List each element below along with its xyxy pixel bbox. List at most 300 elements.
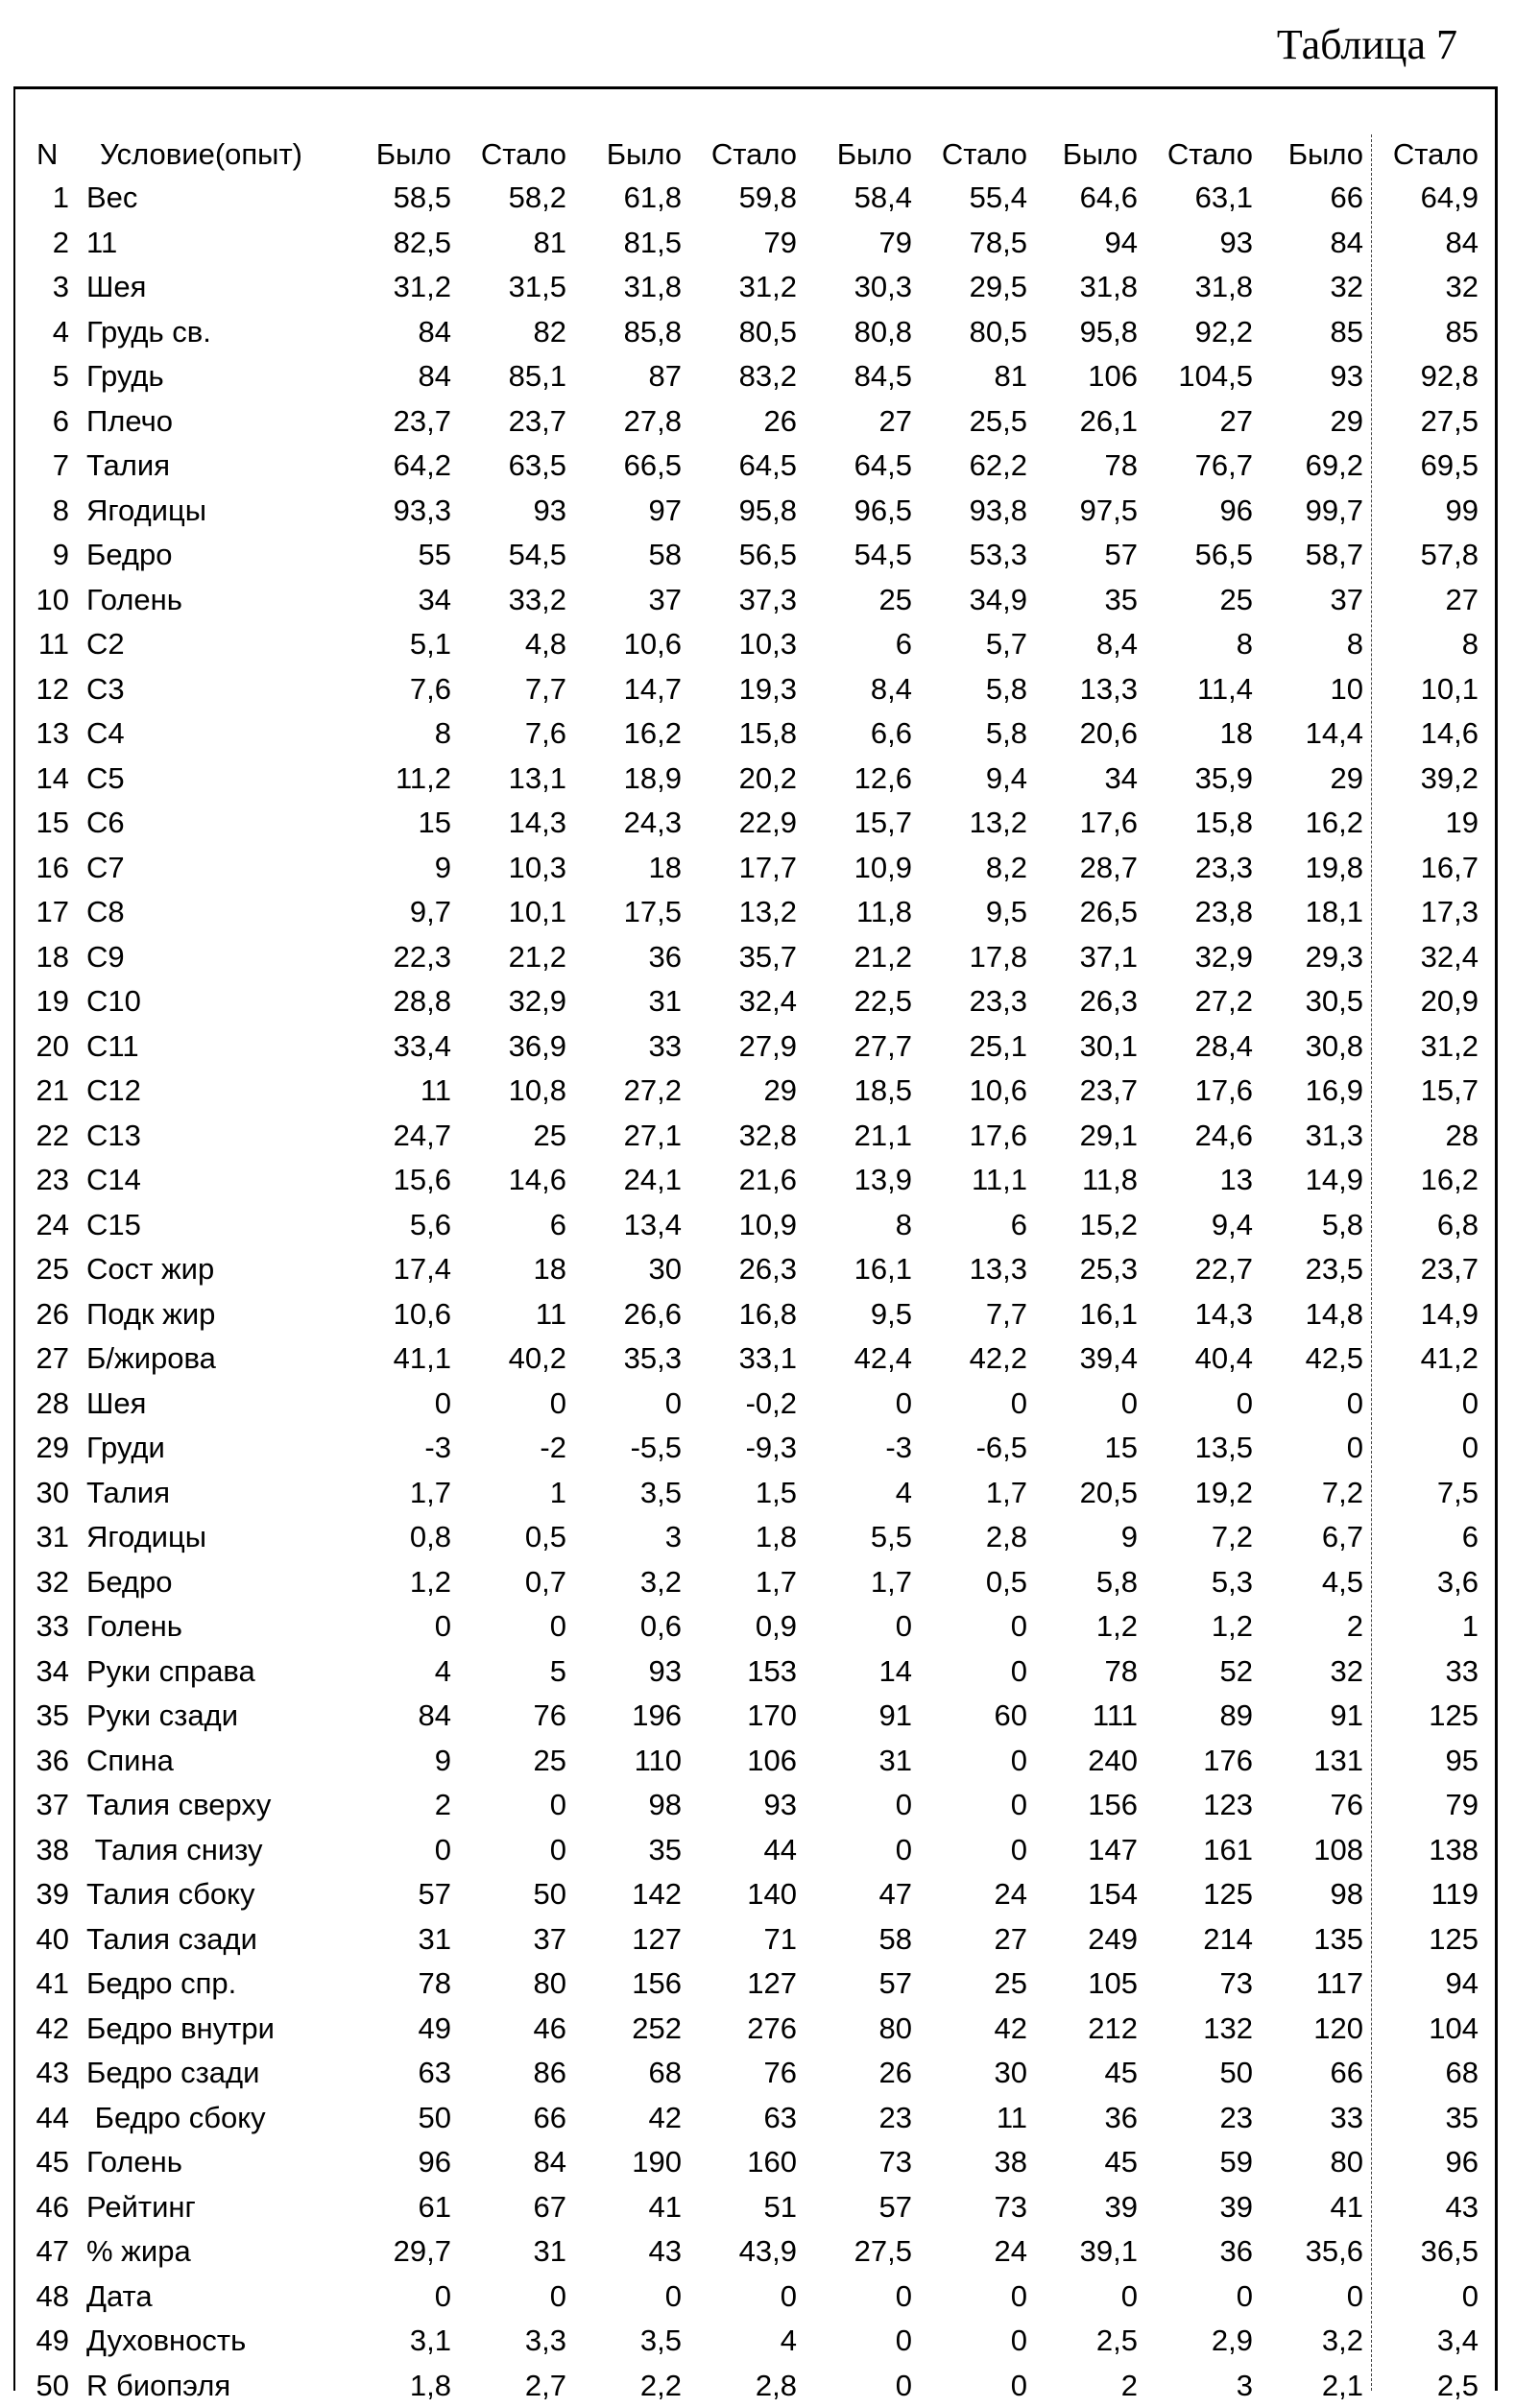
value-cell: 117 (1250, 1962, 1363, 2006)
value-cell: 14,7 (568, 667, 682, 711)
value-cell: 19,3 (684, 667, 797, 711)
row-label: Грудь св. (86, 310, 211, 354)
row-number: 45 (19, 2140, 69, 2184)
value-cell: 135 (1250, 1917, 1363, 1962)
row-number: 3 (19, 265, 69, 309)
value-cell: 4,8 (453, 622, 566, 666)
value-cell: 120 (1250, 2007, 1363, 2051)
table-row (0, 1783, 1515, 1827)
row-label: С3 (86, 667, 125, 711)
header-row (0, 132, 1515, 177)
row-label: Плечо (86, 399, 173, 444)
row-number: 4 (19, 310, 69, 354)
value-cell: 68 (1365, 2051, 1479, 2095)
table-row (0, 1024, 1515, 1069)
value-cell: 22,7 (1140, 1247, 1253, 1291)
value-cell: 50 (453, 1872, 566, 1916)
row-number: 32 (19, 1560, 69, 1604)
row-number: 20 (19, 1024, 69, 1069)
value-cell: 25 (799, 578, 912, 622)
row-label: Талия сверху (86, 1783, 271, 1827)
value-cell: 160 (684, 2140, 797, 2184)
row-number: 36 (19, 1739, 69, 1783)
value-cell: 26,3 (1024, 979, 1138, 1023)
value-cell: 18,5 (799, 1069, 912, 1113)
value-cell: 23 (1140, 2096, 1253, 2140)
value-cell: 11,2 (338, 757, 451, 801)
table-row (0, 2140, 1515, 2184)
value-cell: 0 (453, 1783, 566, 1827)
value-cell: 14,6 (453, 1158, 566, 1202)
value-cell: 93,3 (338, 489, 451, 533)
value-cell: 43 (1365, 2185, 1479, 2229)
value-cell: 35,3 (568, 1336, 682, 1381)
value-cell: 15 (338, 801, 451, 845)
table-row (0, 2051, 1515, 2095)
row-label: Руки сзади (86, 1694, 238, 1738)
value-cell: 125 (1365, 1694, 1479, 1738)
value-cell: 7,6 (338, 667, 451, 711)
table-row (0, 2275, 1515, 2319)
value-cell: 14,6 (1365, 711, 1479, 756)
value-cell: 76 (1250, 1783, 1363, 1827)
table-row (0, 979, 1515, 1023)
value-cell: 15,8 (1140, 801, 1253, 845)
value-cell: 69,2 (1250, 444, 1363, 488)
table-row (0, 1158, 1515, 1202)
value-cell: 41,2 (1365, 1336, 1479, 1381)
row-number: 46 (19, 2185, 69, 2229)
value-cell: 16,8 (684, 1292, 797, 1336)
value-cell: 64,9 (1365, 176, 1479, 220)
value-cell: 92,2 (1140, 310, 1253, 354)
value-cell: 30 (568, 1247, 682, 1291)
value-cell: 25 (1140, 578, 1253, 622)
value-cell: 54,5 (453, 533, 566, 577)
value-cell: 99,7 (1250, 489, 1363, 533)
table-row (0, 1694, 1515, 1738)
value-cell: 30 (914, 2051, 1027, 2095)
value-cell: 5,3 (1140, 1560, 1253, 1604)
value-cell: 3,1 (338, 2319, 451, 2363)
table-row (0, 1828, 1515, 1872)
row-label: 11 (86, 221, 117, 265)
value-cell: 42 (914, 2007, 1027, 2051)
row-number: 25 (19, 1247, 69, 1291)
value-cell: 6,6 (799, 711, 912, 756)
value-cell: 96,5 (799, 489, 912, 533)
table-row (0, 2007, 1515, 2051)
row-number: 47 (19, 2229, 69, 2274)
value-cell: 27 (1140, 399, 1253, 444)
row-number: 17 (19, 890, 69, 934)
table-row (0, 1739, 1515, 1783)
value-cell: 8,2 (914, 846, 1027, 890)
table-row (0, 1872, 1515, 1916)
value-cell: 36 (1024, 2096, 1138, 2140)
value-cell: 35,9 (1140, 757, 1253, 801)
value-cell: 40,4 (1140, 1336, 1253, 1381)
value-cell: 11 (338, 1069, 451, 1113)
value-cell: 16,9 (1250, 1069, 1363, 1113)
value-cell: 21,2 (453, 935, 566, 979)
value-cell: 2 (338, 1783, 451, 1827)
value-cell: 84 (338, 310, 451, 354)
value-cell: 28,8 (338, 979, 451, 1023)
table-row (0, 667, 1515, 711)
value-cell: 13,2 (684, 890, 797, 934)
row-number: 11 (19, 622, 69, 666)
value-cell: 21,2 (799, 935, 912, 979)
value-cell: 80,5 (914, 310, 1027, 354)
row-number: 12 (19, 667, 69, 711)
row-number: 39 (19, 1872, 69, 1916)
value-cell: 37 (1250, 578, 1363, 622)
value-cell: 83,2 (684, 354, 797, 398)
row-number: 42 (19, 2007, 69, 2051)
value-cell: 57,8 (1365, 533, 1479, 577)
value-cell: 9,5 (914, 890, 1027, 934)
table-row (0, 489, 1515, 533)
value-cell: 28 (1365, 1114, 1479, 1158)
table-row (0, 2185, 1515, 2229)
row-label: Руки справа (86, 1649, 255, 1694)
value-cell: 9,4 (914, 757, 1027, 801)
value-cell: 106 (1024, 354, 1138, 398)
value-cell: 29,7 (338, 2229, 451, 2274)
value-cell: 6,8 (1365, 1203, 1479, 1247)
row-number: 50 (19, 2364, 69, 2408)
value-cell: 39,4 (1024, 1336, 1138, 1381)
value-cell: 3,2 (1250, 2319, 1363, 2363)
row-label: Талия снизу (86, 1828, 263, 1872)
value-cell: 7,5 (1365, 1471, 1479, 1515)
row-label: Бедро спр. (86, 1962, 236, 2006)
value-cell: 31,3 (1250, 1114, 1363, 1158)
row-label: Бедро (86, 533, 172, 577)
value-cell: 45 (1024, 2051, 1138, 2095)
row-label: Голень (86, 578, 182, 622)
value-cell: 5,6 (338, 1203, 451, 1247)
value-cell: 8 (1140, 622, 1253, 666)
value-cell: 161 (1140, 1828, 1253, 1872)
value-cell: 81 (914, 354, 1027, 398)
table-row (0, 1336, 1515, 1381)
value-cell: 4 (338, 1649, 451, 1694)
table-caption: Таблица 7 (1277, 21, 1457, 69)
value-cell: 15,8 (684, 711, 797, 756)
value-cell: 32 (1250, 265, 1363, 309)
value-cell: 6 (1365, 1515, 1479, 1559)
value-cell: 37 (568, 578, 682, 622)
value-cell: 14,9 (1250, 1158, 1363, 1202)
table-row (0, 2364, 1515, 2408)
value-cell: 125 (1140, 1872, 1253, 1916)
value-cell: 9 (1024, 1515, 1138, 1559)
value-cell: 94 (1365, 1962, 1479, 2006)
value-cell: 55,4 (914, 176, 1027, 220)
row-number: 7 (19, 444, 69, 488)
value-cell: 84 (338, 354, 451, 398)
value-cell: 10,9 (684, 1203, 797, 1247)
value-cell: 8 (1365, 622, 1479, 666)
value-cell: 14,3 (1140, 1292, 1253, 1336)
value-cell: 0,5 (453, 1515, 566, 1559)
value-cell: 32,9 (1140, 935, 1253, 979)
value-cell: 156 (568, 1962, 682, 2006)
value-cell: 14 (799, 1649, 912, 1694)
value-cell: 18 (453, 1247, 566, 1291)
value-cell: 127 (568, 1917, 682, 1962)
value-cell: 22,9 (684, 801, 797, 845)
value-cell: 13,3 (914, 1247, 1027, 1291)
table-row (0, 2229, 1515, 2274)
value-cell: -0,2 (684, 1382, 797, 1426)
value-cell: 0 (453, 1604, 566, 1649)
value-cell: 0 (684, 2275, 797, 2319)
row-label: Вес (86, 176, 137, 220)
value-cell: -6,5 (914, 1426, 1027, 1470)
header-col-stalo: Стало (1365, 132, 1479, 177)
value-cell: 32 (1250, 1649, 1363, 1694)
value-cell: 11,4 (1140, 667, 1253, 711)
value-cell: 41 (1250, 2185, 1363, 2229)
value-cell: 99 (1365, 489, 1479, 533)
value-cell: 13 (1140, 1158, 1253, 1202)
value-cell: 15 (1024, 1426, 1138, 1470)
value-cell: 2 (1250, 1604, 1363, 1649)
value-cell: 10 (1250, 667, 1363, 711)
value-cell: 23,5 (1250, 1247, 1363, 1291)
value-cell: 57 (1024, 533, 1138, 577)
value-cell: 5,8 (1024, 1560, 1138, 1604)
value-cell: 62,2 (914, 444, 1027, 488)
value-cell: 80 (453, 1962, 566, 2006)
value-cell: 0 (453, 1828, 566, 1872)
row-number: 10 (19, 578, 69, 622)
value-cell: 0,9 (684, 1604, 797, 1649)
value-cell: 0,7 (453, 1560, 566, 1604)
value-cell: 85 (1250, 310, 1363, 354)
value-cell: 31 (799, 1739, 912, 1783)
value-cell: 58,5 (338, 176, 451, 220)
value-cell: 35 (568, 1828, 682, 1872)
row-label: Сост жир (86, 1247, 214, 1291)
value-cell: 1,7 (684, 1560, 797, 1604)
value-cell: 24,7 (338, 1114, 451, 1158)
value-cell: 49 (338, 2007, 451, 2051)
value-cell: 1,8 (338, 2364, 451, 2408)
row-label: С11 (86, 1024, 139, 1069)
value-cell: 24,1 (568, 1158, 682, 1202)
value-cell: 97 (568, 489, 682, 533)
value-cell: 63 (684, 2096, 797, 2140)
value-cell: 10,6 (914, 1069, 1027, 1113)
value-cell: 0 (1250, 2275, 1363, 2319)
value-cell: 95,8 (1024, 310, 1138, 354)
value-cell: 0 (799, 2364, 912, 2408)
value-cell: 50 (1140, 2051, 1253, 2095)
value-cell: 0,8 (338, 1515, 451, 1559)
value-cell: 1,7 (338, 1471, 451, 1515)
value-cell: 30,8 (1250, 1024, 1363, 1069)
value-cell: 9,5 (799, 1292, 912, 1336)
value-cell: 13,3 (1024, 667, 1138, 711)
row-number: 35 (19, 1694, 69, 1738)
value-cell: 0 (799, 1828, 912, 1872)
value-cell: 0 (914, 1604, 1027, 1649)
row-label: Голень (86, 2140, 182, 2184)
value-cell: 0 (1365, 2275, 1479, 2319)
value-cell: 80 (1250, 2140, 1363, 2184)
value-cell: 0 (914, 1382, 1027, 1426)
value-cell: 3,5 (568, 1471, 682, 1515)
table-row (0, 1471, 1515, 1515)
row-label: Талия сзади (86, 1917, 257, 1962)
value-cell: 17,8 (914, 935, 1027, 979)
value-cell: 0 (914, 2275, 1027, 2319)
value-cell: 0 (914, 1649, 1027, 1694)
row-number: 16 (19, 846, 69, 890)
value-cell: 32,8 (684, 1114, 797, 1158)
value-cell: 73 (799, 2140, 912, 2184)
value-cell: 8,4 (799, 667, 912, 711)
value-cell: 8 (1250, 622, 1363, 666)
table-row (0, 1649, 1515, 1694)
value-cell: 0 (1250, 1426, 1363, 1470)
value-cell: 13,9 (799, 1158, 912, 1202)
row-number: 30 (19, 1471, 69, 1515)
value-cell: 111 (1024, 1694, 1138, 1738)
table-row (0, 310, 1515, 354)
value-cell: 0 (1140, 1382, 1253, 1426)
value-cell: 3,4 (1365, 2319, 1479, 2363)
value-cell: 27,9 (684, 1024, 797, 1069)
value-cell: 23,7 (1365, 1247, 1479, 1291)
row-label: С5 (86, 757, 125, 801)
value-cell: 58,7 (1250, 533, 1363, 577)
value-cell: 93 (1140, 221, 1253, 265)
value-cell: 85,1 (453, 354, 566, 398)
value-cell: 31 (338, 1917, 451, 1962)
value-cell: 22,3 (338, 935, 451, 979)
value-cell: 196 (568, 1694, 682, 1738)
row-label: С7 (86, 846, 125, 890)
value-cell: 36 (1140, 2229, 1253, 2274)
value-cell: 91 (1250, 1694, 1363, 1738)
row-number: 26 (19, 1292, 69, 1336)
value-cell: 35 (1365, 2096, 1479, 2140)
value-cell: 0 (914, 2319, 1027, 2363)
value-cell: 1,2 (1140, 1604, 1253, 1649)
value-cell: 19 (1365, 801, 1479, 845)
value-cell: 22,5 (799, 979, 912, 1023)
value-cell: 212 (1024, 2007, 1138, 2051)
value-cell: 79 (799, 221, 912, 265)
row-label: С6 (86, 801, 125, 845)
value-cell: 15,7 (1365, 1069, 1479, 1113)
table-row (0, 1560, 1515, 1604)
value-cell: 26,5 (1024, 890, 1138, 934)
value-cell: 36,9 (453, 1024, 566, 1069)
value-cell: 29 (1250, 757, 1363, 801)
value-cell: 98 (1250, 1872, 1363, 1916)
value-cell: 156 (1024, 1783, 1138, 1827)
value-cell: 38 (914, 2140, 1027, 2184)
value-cell: 95 (1365, 1739, 1479, 1783)
value-cell: 0 (338, 1828, 451, 1872)
value-cell: 57 (799, 2185, 912, 2229)
value-cell: 26,6 (568, 1292, 682, 1336)
table-row (0, 801, 1515, 845)
table-row (0, 846, 1515, 890)
row-number: 49 (19, 2319, 69, 2363)
value-cell: 7,2 (1140, 1515, 1253, 1559)
value-cell: 20,6 (1024, 711, 1138, 756)
value-cell: 78 (1024, 1649, 1138, 1694)
row-label: С9 (86, 935, 125, 979)
value-cell: 5,1 (338, 622, 451, 666)
value-cell: 87 (568, 354, 682, 398)
value-cell: 10,3 (684, 622, 797, 666)
header-condition: Условие(опыт) (100, 132, 302, 177)
value-cell: 12,6 (799, 757, 912, 801)
value-cell: 14,4 (1250, 711, 1363, 756)
value-cell: 32,4 (1365, 935, 1479, 979)
value-cell: 79 (684, 221, 797, 265)
table-row (0, 1515, 1515, 1559)
value-cell: 11 (914, 2096, 1027, 2140)
row-label: Спина (86, 1739, 174, 1783)
value-cell: 76,7 (1140, 444, 1253, 488)
table-row (0, 1292, 1515, 1336)
value-cell: 10,8 (453, 1069, 566, 1113)
value-cell: 153 (684, 1649, 797, 1694)
value-cell: 27,8 (568, 399, 682, 444)
value-cell: 31,2 (684, 265, 797, 309)
value-cell: 66 (1250, 176, 1363, 220)
value-cell: 18 (1140, 711, 1253, 756)
row-number: 5 (19, 354, 69, 398)
value-cell: 24,6 (1140, 1114, 1253, 1158)
value-cell: 27,1 (568, 1114, 682, 1158)
table-row (0, 1203, 1515, 1247)
table-row (0, 2319, 1515, 2363)
value-cell: 8 (338, 711, 451, 756)
row-label: С2 (86, 622, 125, 666)
value-cell: 7,7 (453, 667, 566, 711)
value-cell: 40,2 (453, 1336, 566, 1381)
value-cell: 14,8 (1250, 1292, 1363, 1336)
row-label: С14 (86, 1158, 141, 1202)
value-cell: 25,5 (914, 399, 1027, 444)
value-cell: 17,6 (914, 1114, 1027, 1158)
value-cell: 119 (1365, 1872, 1479, 1916)
value-cell: 20,2 (684, 757, 797, 801)
value-cell: 1,2 (338, 1560, 451, 1604)
value-cell: 25 (914, 1962, 1027, 2006)
row-label: Талия (86, 1471, 170, 1515)
value-cell: 26 (684, 399, 797, 444)
value-cell: 64,5 (684, 444, 797, 488)
value-cell: 61 (338, 2185, 451, 2229)
value-cell: 15,6 (338, 1158, 451, 1202)
value-cell: 31 (453, 2229, 566, 2274)
value-cell: 93 (568, 1649, 682, 1694)
value-cell: 33 (1365, 1649, 1479, 1694)
row-label: Грудь (86, 354, 164, 398)
row-number: 40 (19, 1917, 69, 1962)
